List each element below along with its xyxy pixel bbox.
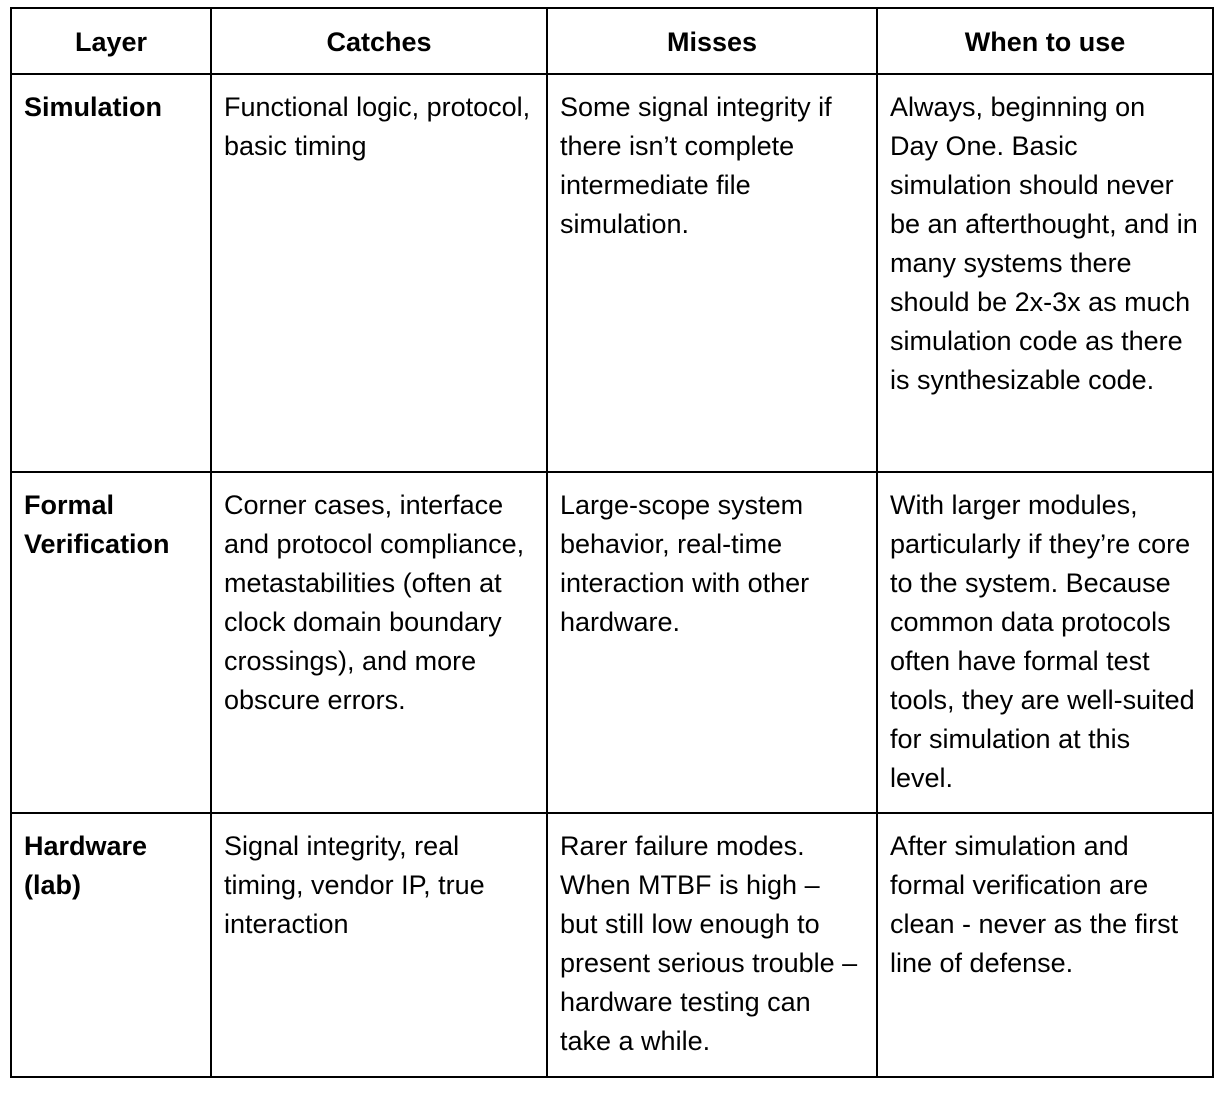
misses-cell: Rarer failure modes. When MTBF is high – but still low enough to present serious trouble – hardware testing can take a while. (547, 813, 877, 1077)
when-to-use-cell: Always, beginning on Day One. Basic simulation should never be an afterthought, and in many systems there should be 2x-3x as much simulation code as there is synthesizable code. (877, 74, 1213, 472)
table-row (11, 74, 1213, 472)
layer-cell: Formal Verification (11, 472, 211, 813)
header-when-to-use: When to use (877, 8, 1213, 74)
layer-cell: Simulation (11, 74, 211, 472)
catches-cell: Corner cases, interface and protocol compliance, metastabilities (often at clock domain boundary crossings), and more obscure errors. (211, 472, 547, 813)
header-catches: Catches (211, 8, 547, 74)
verification-layers-table (10, 7, 1214, 1078)
catches-cell: Signal integrity, real timing, vendor IP, true interaction (211, 813, 547, 1077)
table-row (11, 813, 1213, 1077)
table-header-row (11, 8, 1213, 74)
layer-cell: Hardware (lab) (11, 813, 211, 1077)
header-misses: Misses (547, 8, 877, 74)
when-to-use-cell: After simulation and formal verification are clean - never as the first line of defense. (877, 813, 1213, 1077)
header-layer: Layer (11, 8, 211, 74)
when-to-use-cell: With larger modules, particularly if they’re core to the system. Because common data protocols often have formal test tools, they are well-suited for simulation at this level. (877, 472, 1213, 813)
misses-cell: Large-scope system behavior, real-time interaction with other hardware. (547, 472, 877, 813)
catches-cell: Functional logic, protocol, basic timing (211, 74, 547, 472)
table-row (11, 472, 1213, 813)
misses-cell: Some signal integrity if there isn’t complete intermediate file simulation. (547, 74, 877, 472)
